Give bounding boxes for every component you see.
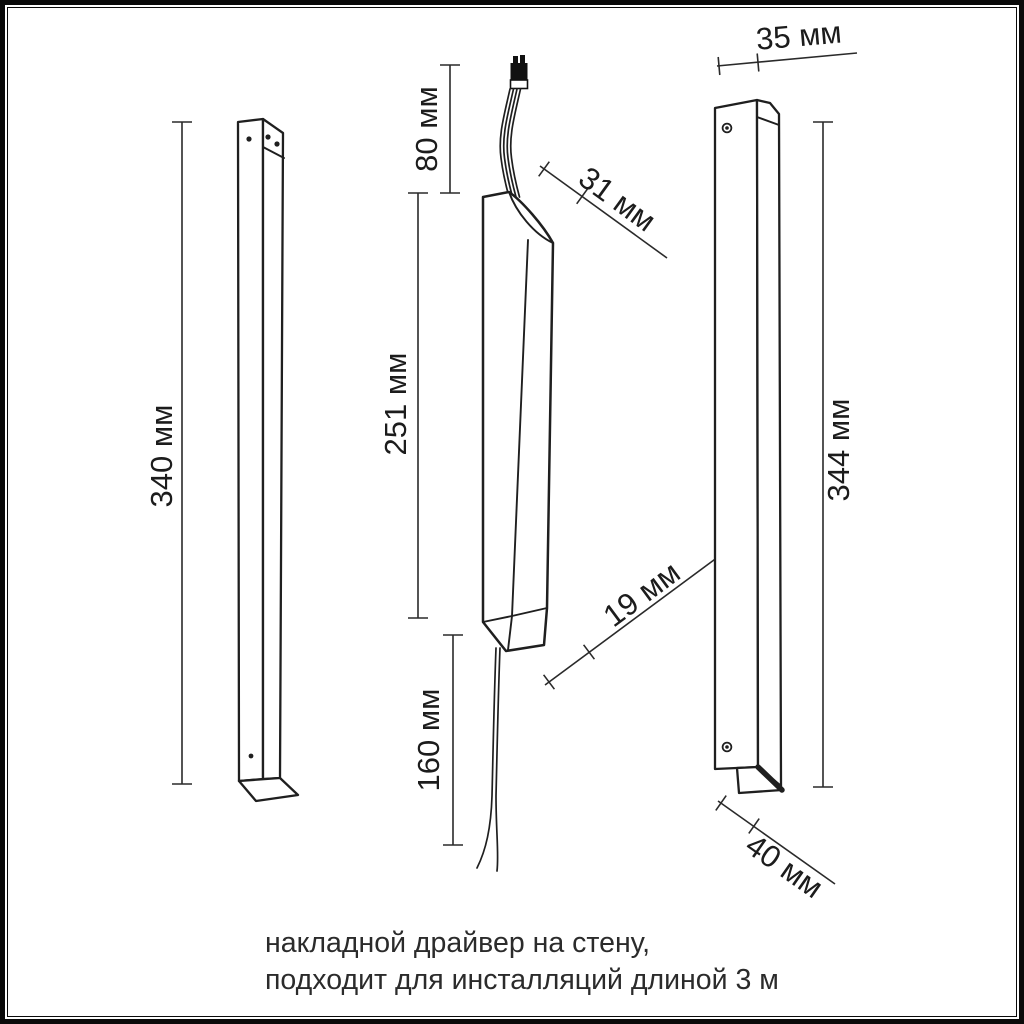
driver-bottom-wires (477, 648, 500, 871)
driver-top-wires (500, 89, 520, 197)
connector-pin-icon (520, 55, 525, 64)
left-profile-side-face (263, 119, 283, 779)
screw-dot-icon (725, 745, 729, 749)
dim-wire-bottom (411, 635, 463, 845)
driver-body (483, 192, 553, 651)
wire (477, 648, 496, 868)
dim-wire-top-label: 80 мм (409, 86, 445, 172)
connector-sleeve-icon (511, 80, 528, 89)
driver (477, 55, 553, 871)
left-profile-hole-icon (246, 136, 251, 141)
left-profile-hole-icon (265, 134, 270, 139)
caption-line-2: подходит для инсталляций длиной 3 м (265, 964, 779, 996)
dim-right-width-label: 35 мм (754, 14, 844, 57)
dim-right-depth-label: 40 мм (739, 827, 830, 906)
dim-wire-top (409, 65, 460, 193)
dim-driver-width (539, 160, 667, 258)
right-profile (715, 100, 782, 793)
dim-driver-length (378, 193, 428, 618)
dim-tick (544, 675, 555, 689)
dim-right-depth (716, 796, 835, 905)
wire (496, 648, 500, 871)
left-profile (238, 119, 298, 801)
left-profile-foot (239, 778, 298, 801)
dim-left-height (144, 122, 192, 784)
dim-tick (716, 796, 726, 811)
right-profile-side-face (757, 100, 781, 786)
left-profile-hole-icon (274, 141, 279, 146)
driver-connector (511, 55, 528, 89)
left-profile-front-face (238, 119, 263, 781)
caption-line-1: накладной драйвер на стену, (265, 927, 651, 959)
right-profile-front-face (715, 100, 758, 769)
dim-right-width (717, 15, 857, 75)
dim-right-width-line (717, 53, 857, 66)
dim-tick (718, 57, 720, 75)
dim-tick (539, 162, 550, 177)
dim-tick (584, 645, 595, 659)
screw-dot-icon (725, 126, 729, 130)
dim-left-height-label: 340 мм (144, 404, 180, 508)
dim-wire-bottom-label: 160 мм (411, 688, 447, 792)
dim-driver-length-label: 251 мм (378, 352, 414, 456)
dim-right-height-label: 344 мм (821, 398, 857, 502)
connector-body-icon (511, 63, 528, 80)
dim-right-height (813, 122, 856, 787)
dim-driver-depth-label: 19 мм (596, 554, 687, 634)
left-profile-hole-icon (249, 754, 254, 759)
caption (265, 927, 779, 996)
dim-driver-width-label: 31 мм (572, 159, 663, 239)
